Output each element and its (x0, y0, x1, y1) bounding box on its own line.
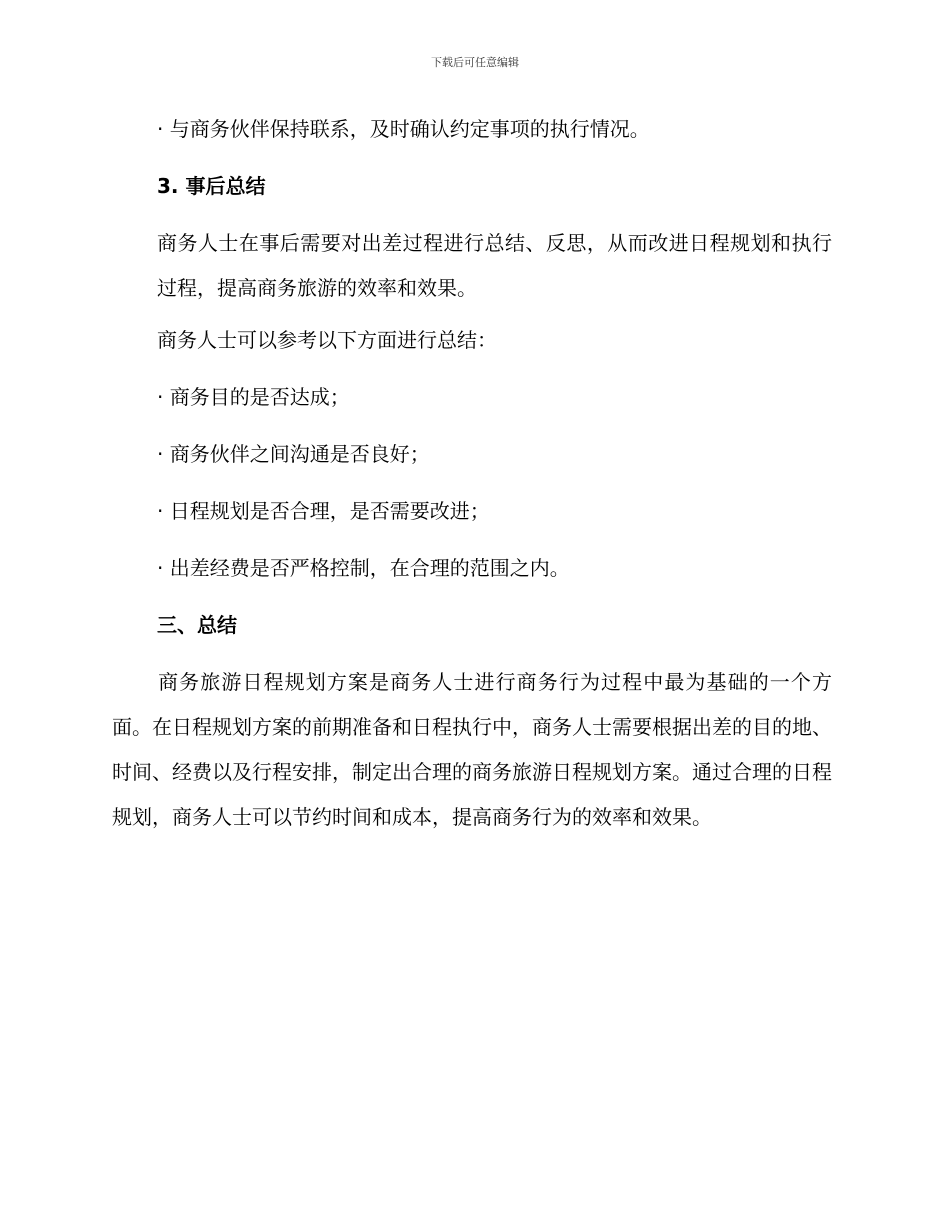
bullet-contact: · 与商务伙伴保持联系，及时确认约定事项的执行情况。 (157, 117, 650, 141)
list-item: · 商务伙伴之间沟通是否良好； (157, 442, 430, 466)
list-item: · 出差经费是否严格控制，在合理的范围之内。 (157, 556, 570, 580)
conclusion-heading: 三、总结 (157, 613, 237, 637)
section-heading-after-summary: 3. 事后总结 (157, 174, 266, 198)
list-item: · 日程规划是否合理，是否需要改进； (157, 499, 490, 523)
document-body (112, 114, 832, 840)
conclusion-paragraph: 商务旅游日程规划方案是商务人士进行商务行为过程中最为基础的一个方面。在日程规划方案的前期准备和日程执行中，商务人士需要根据出差的目的地、时间、经费以及行程安排，制定出合理的商务旅游日程规划方案。通过合理的日程规划，商务人士可以节约时间和成本，提高商务行为的效率和效果。 (112, 670, 832, 829)
summary-paragraph-2: 商务人士可以参考以下方面进行总结： (157, 328, 497, 352)
summary-paragraph-1: 商务人士在事后需要对出差过程进行总结、反思，从而改进日程规划和执行过程，提高商务旅游的效率和效果。 (157, 231, 832, 300)
list-item: · 商务目的是否达成； (157, 385, 350, 409)
page-header: 下载后可任意编辑 (431, 56, 519, 69)
